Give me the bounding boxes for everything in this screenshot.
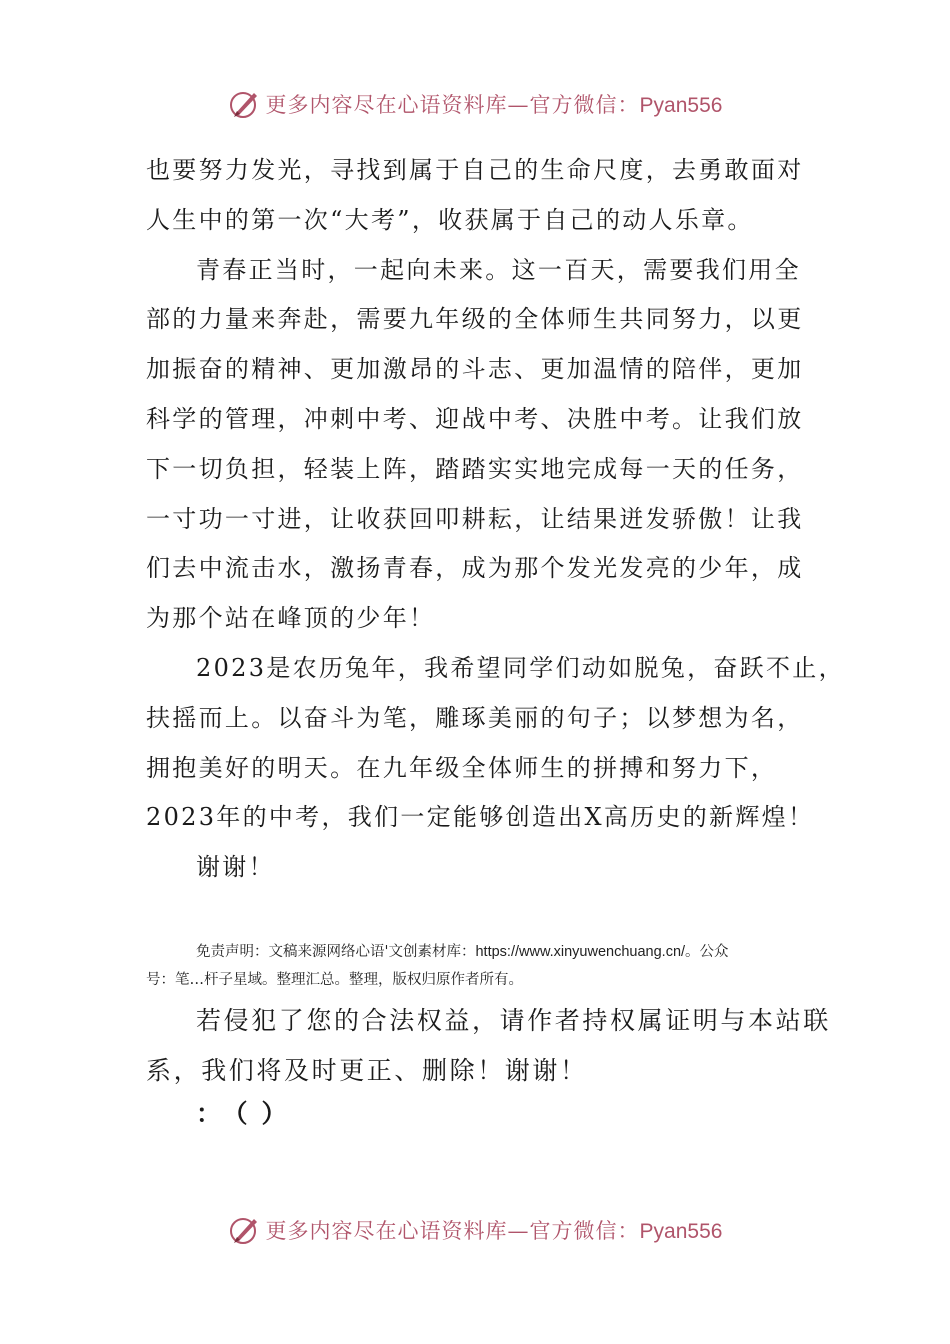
source-url: https://www.xinyuwenchuang.cn/ (475, 944, 686, 960)
banner-text: 更多内容尽在心语资料库—官方微信：Pyan556 (265, 93, 723, 117)
body-line: 科学的管理，冲刺中考、迎战中考、决胜中考。让我们放 (146, 404, 804, 433)
notice-line-2: 系，我们将及时更正、删除！谢谢！ (146, 1056, 588, 1085)
body-line: 人生中的第一次“大考”，收获属于自己的动人乐章。 (146, 205, 754, 234)
wechat-id: Pyan556 (639, 94, 723, 117)
disclaimer-line-2: 号：笔…杆子星域。整理汇总。整理，版权归原作者所有。 (146, 972, 523, 988)
body-line: 2023年的中考，我们一定能够创造出X高历史的新辉煌！ (146, 803, 815, 832)
body-line: 部的力量来奔赴，需要九年级的全体师生共同努力，以更 (146, 305, 804, 334)
punctuation-mark: ：（） (196, 1099, 301, 1128)
body-line: 拥抱美好的明天。在九年级全体师生的拼搏和努力下， (146, 753, 778, 782)
article-body (146, 146, 845, 893)
body-line: 扶摇而上。以奋斗为笔，雕琢美丽的句子；以梦想为名， (146, 703, 804, 732)
quill-pen-logo-icon (228, 87, 262, 121)
footer-banner (0, 1210, 950, 1250)
body-line: 青春正当时，一起向未来。这一百天，需要我们用全 (196, 255, 801, 284)
copyright-notice (146, 996, 831, 1096)
body-line: 下一切负担，轻装上阵，踏踏实实地完成每一天的任务， (146, 454, 804, 483)
header-banner (0, 84, 950, 124)
body-line: 为那个站在峰顶的少年！ (146, 604, 436, 633)
quill-pen-logo-icon (228, 1213, 262, 1247)
closing-line: 谢谢！ (196, 853, 275, 882)
body-line: 也要努力发光，寻找到属于自己的生命尺度，去勇敢面对 (146, 156, 804, 184)
body-line: 们去中流击水，激扬青春，成为那个发光发亮的少年，成 (146, 554, 804, 583)
body-line: 一寸功一寸进，让收获回叩耕耘，让结果迸发骄傲！让我 (146, 504, 804, 533)
wechat-id: Pyan556 (639, 1220, 723, 1243)
disclaimer (146, 938, 810, 994)
body-line: 2023是农历兔年，我希望同学们动如脱兔，奋跃不止， (196, 653, 845, 682)
body-line: 加振奋的精神、更加激昂的斗志、更加温情的陪伴，更加 (146, 355, 804, 384)
notice-line-1: 若侵犯了您的合法权益，请作者持权属证明与本站联 (196, 1006, 831, 1035)
banner-text: 更多内容尽在心语资料库—官方微信：Pyan556 (265, 1219, 723, 1243)
disclaimer-line-1: 免责声明：文稿来源网络心语'文创素材库：https://www.xinyuwenchuang.cn/。公众 (196, 944, 729, 960)
